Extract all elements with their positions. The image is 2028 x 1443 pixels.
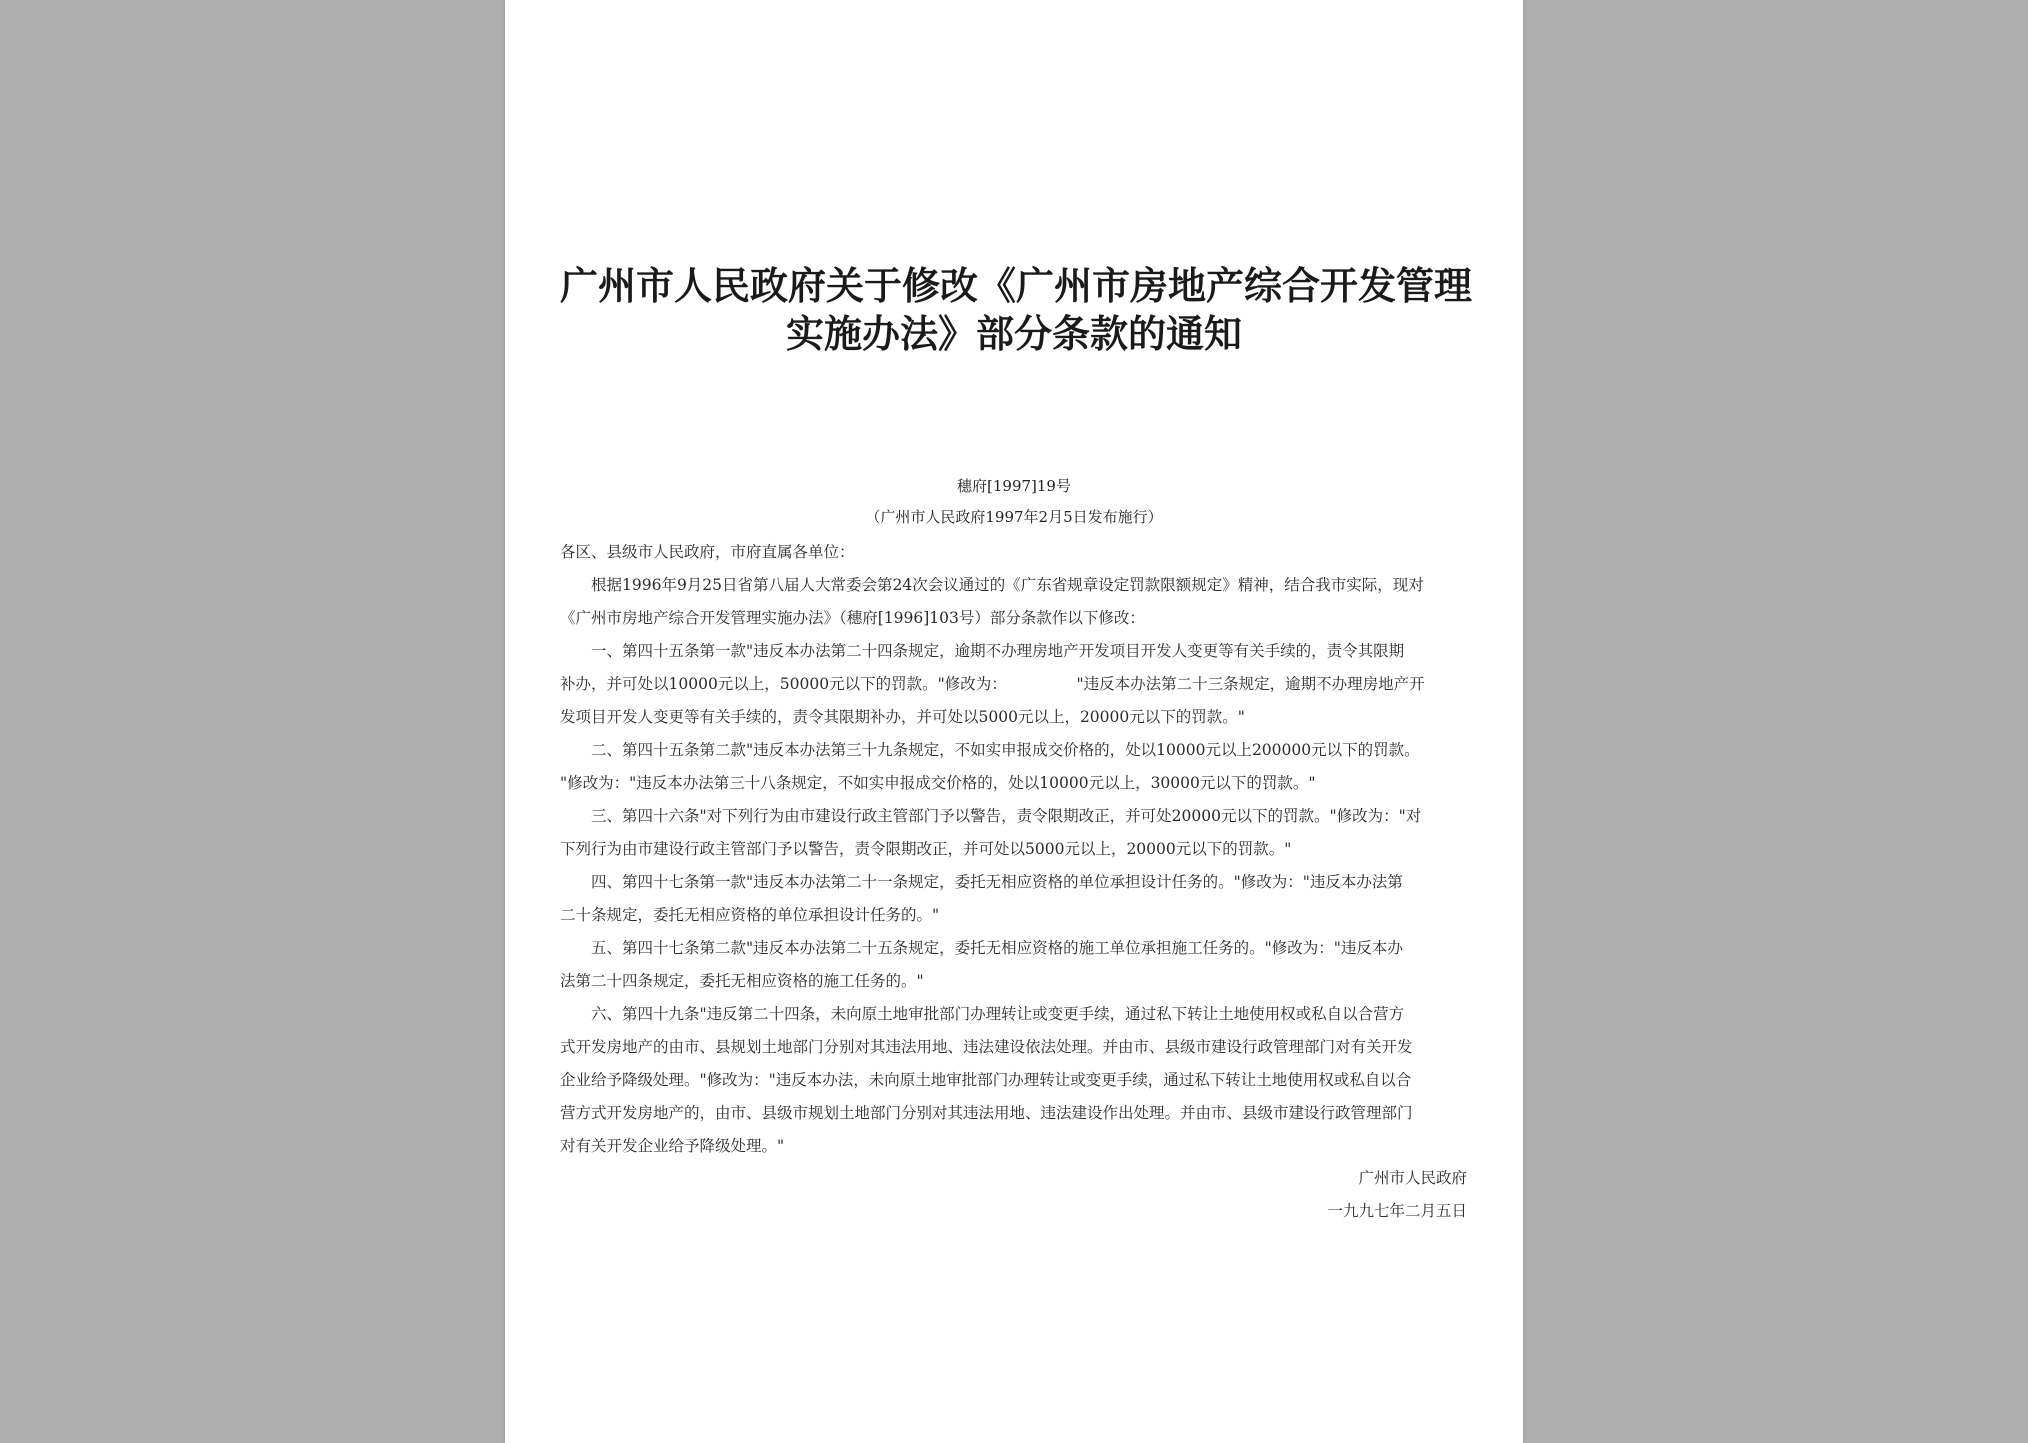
title-line-2: 实施办法》部分条款的通知	[785, 311, 1242, 356]
title-line-1: 广州市人民政府关于修改《广州市房地产综合开发管理	[560, 263, 1473, 308]
body-line: 《广州市房地产综合开发管理实施办法》（穗府[1996]103号）部分条款作以下修改：	[560, 609, 1145, 627]
body-line: 二、第四十五条第二款"违反本办法第三十九条规定，不如实申报成交价格的，处以10000元以上200000元以下的罚款。	[591, 741, 1420, 759]
signature-date: 一九九七年二月五日	[1327, 1202, 1467, 1220]
body-line: 式开发房地产的由市、县规划土地部门分别对其违法用地、违法建设依法处理。并由市、县级市建设行政管理部门对有关开发	[560, 1038, 1413, 1056]
document-page	[505, 0, 1523, 1443]
body-line: 六、第四十九条"违反第二十四条，未向原土地审批部门办理转让或变更手续，通过私下转让土地使用权或私自以合营方	[591, 1005, 1405, 1023]
issue-note: （广州市人民政府1997年2月5日发布施行）	[865, 508, 1163, 526]
body-line: 补办，并可处以10000元以上，50000元以下的罚款。"修改为： "违反本办法第二十三条规定，逾期不办理房地产开	[560, 675, 1425, 693]
body-line: 三、第四十六条"对下列行为由市建设行政主管部门予以警告，责令限期改正，并可处20000元以下的罚款。"修改为："对	[591, 807, 1422, 825]
body-line: 根据1996年9月25日省第八届人大常委会第24次会议通过的《广东省规章设定罚款限额规定》精神，结合我市实际，现对	[591, 576, 1424, 594]
document-number: 穗府[1997]19号	[957, 477, 1071, 495]
signature-org: 广州市人民政府	[1358, 1169, 1467, 1187]
body-line: 法第二十四条规定，委托无相应资格的施工任务的。"	[560, 972, 924, 990]
body-line: 四、第四十七条第一款"违反本办法第二十一条规定，委托无相应资格的单位承担设计任务的。"修改为："违反本办法第	[591, 873, 1403, 891]
body-line: 营方式开发房地产的，由市、县级市规划土地部门分别对其违法用地、违法建设作出处理。并由市、县级市建设行政管理部门	[560, 1104, 1413, 1122]
body-line: 一、第四十五条第一款"违反本办法第二十四条规定，逾期不办理房地产开发项目开发人变更等有关手续的，责令其限期	[591, 642, 1405, 660]
signature-block	[1327, 1162, 1467, 1228]
body-line: 五、第四十七条第二款"违反本办法第二十五条规定，委托无相应资格的施工单位承担施工任务的。"修改为："违反本办	[591, 939, 1403, 957]
body-line: "修改为："违反本办法第三十八条规定，不如实申报成交价格的，处以10000元以上，30000元以下的罚款。"	[560, 774, 1316, 792]
body-line: 发项目开发人变更等有关手续的，责令其限期补办，并可处以5000元以上，20000元以下的罚款。"	[560, 708, 1245, 726]
salutation-line: 各区、县级市人民政府，市府直属各单位：	[560, 543, 855, 561]
document-body	[560, 536, 1472, 1163]
body-line: 企业给予降级处理。"修改为："违反本办法，未向原土地审批部门办理转让或变更手续，通过私下转让土地使用权或私自以合	[560, 1071, 1412, 1089]
body-line: 二十条规定，委托无相应资格的单位承担设计任务的。"	[560, 906, 940, 924]
body-line: 下列行为由市建设行政主管部门予以警告，责令限期改正，并可处以5000元以上，20000元以下的罚款。"	[560, 840, 1292, 858]
body-line: 对有关开发企业给予降级处理。"	[560, 1137, 785, 1155]
document-title	[560, 262, 1473, 358]
